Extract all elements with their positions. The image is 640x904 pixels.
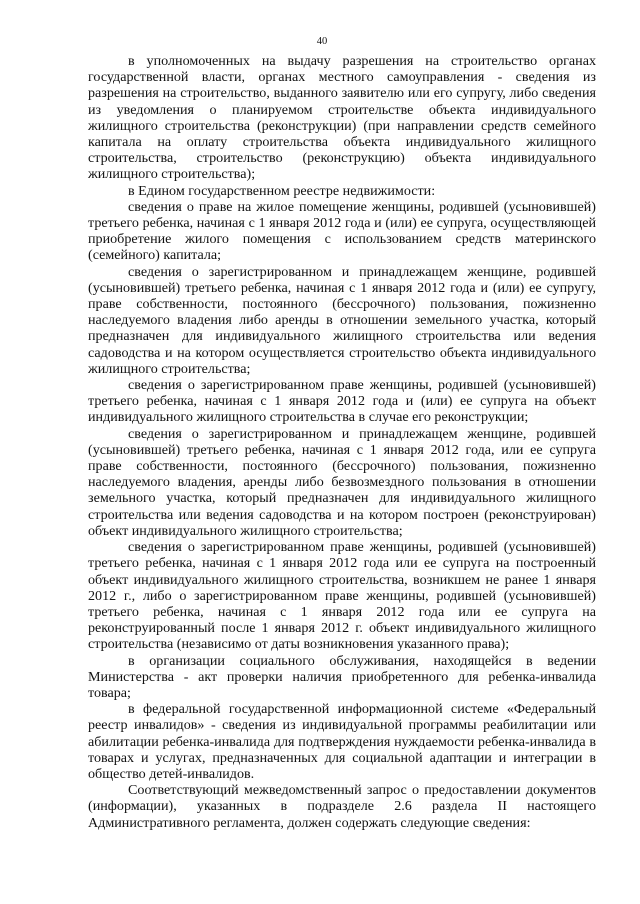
paragraph-built-object-rights: сведения о зарегистрированном праве женщины, родившей (усыновившей) третьего ребенка, начиная с 1 января 2012 года или ее супруга на построенный объект индивидуального жилищного строительства, возникшем не ранее 1 января 2012 г., либо о зарегистрированном праве женщины, родившей (усыновившей) третьего ребенка, начиная с 1 января 2012 года или ее супруга на реконструированный после 1 января 2012 г. объект индивидуального жилищного строительства (независимо от даты возникновения указанного права); <box>88 539 596 653</box>
page-number: 40 <box>316 36 328 47</box>
paragraph-disability-registry: в федеральной государственной информационной системе «Федеральный реестр инвалидов» - сведения из индивидуальной программы реабилитации или абилитации ребенка-инвалида для подтверждения нуждаемости ребенка-инвалида в товарах и услугах, предназначенных для социальной адаптации и интеграции в общество детей-инвалидов. <box>88 701 596 782</box>
paragraph-social-service: в организации социального обслуживания, находящейся в ведении Министерства - акт проверки наличия приобретенного для ребенка-инвалида товара; <box>88 652 596 701</box>
paragraph-authorities: в уполномоченных на выдачу разрешения на строительство органах государственной власти, органах местного самоуправления - сведения из разрешения на строительство, выданного заявителю или его супругу, либо сведения из уведомления о планируемом строительстве объекта индивидуального жилищного строительства (реконструкции) (при направлении средств семейного капитала на оплату строительства объекта индивидуального жилищного строительства, строительство (реконструкцию) объекта индивидуального жилищного строительства); <box>88 53 596 183</box>
paragraph-land-plot-rights: сведения о зарегистрированном и принадлежащем женщине, родившей (усыновившей) третьего ребенка, начиная с 1 января 2012 года и (или) ее супругу, праве собственности, постоянного (бессрочного) пользования, пожизненно наследуемого владения либо аренды в отношении земельного участка, который предназначен для индивидуального жилищного строительства или ведения садоводства и на котором осуществляется строительство объекта индивидуального жилищного строительства; <box>88 263 596 377</box>
paragraph-housing-rights: сведения о праве на жилое помещение женщины, родившей (усыновившей) третьего ребенка, начиная с 1 января 2012 года и (или) ее супруга, осуществляющей приобретение жилого помещения с использованием средств материнского (семейного) капитала; <box>88 198 596 264</box>
paragraph-reconstruction-rights: сведения о зарегистрированном праве женщины, родившей (усыновившей) третьего ребенка, начиная с 1 января 2012 года и (или) ее супруга на объект индивидуального жилищного строительства в случае его реконструкции; <box>88 377 596 426</box>
paragraph-registry-intro: в Едином государственном реестре недвижимости: <box>128 182 436 199</box>
paragraph-land-plot-built: сведения о зарегистрированном и принадлежащем женщине, родившей (усыновившей) третьего ребенка, начиная с 1 января 2012 года, или ее супруга праве собственности, постоянного (бессрочного) пользования, пожизненно наследуемого владения, аренды либо безвозмездного пользования в отношении земельного участка, который предназначен для индивидуального жилищного строительства или ведения садоводства и на котором построен (реконструирован) объект индивидуального жилищного строительства; <box>88 425 596 539</box>
paragraph-interagency-request: Соответствующий межведомственный запрос о предоставлении документов (информации), указанных в подразделе 2.6 раздела II настоящего Административного регламента, должен содержать следующие сведения: <box>88 782 596 831</box>
